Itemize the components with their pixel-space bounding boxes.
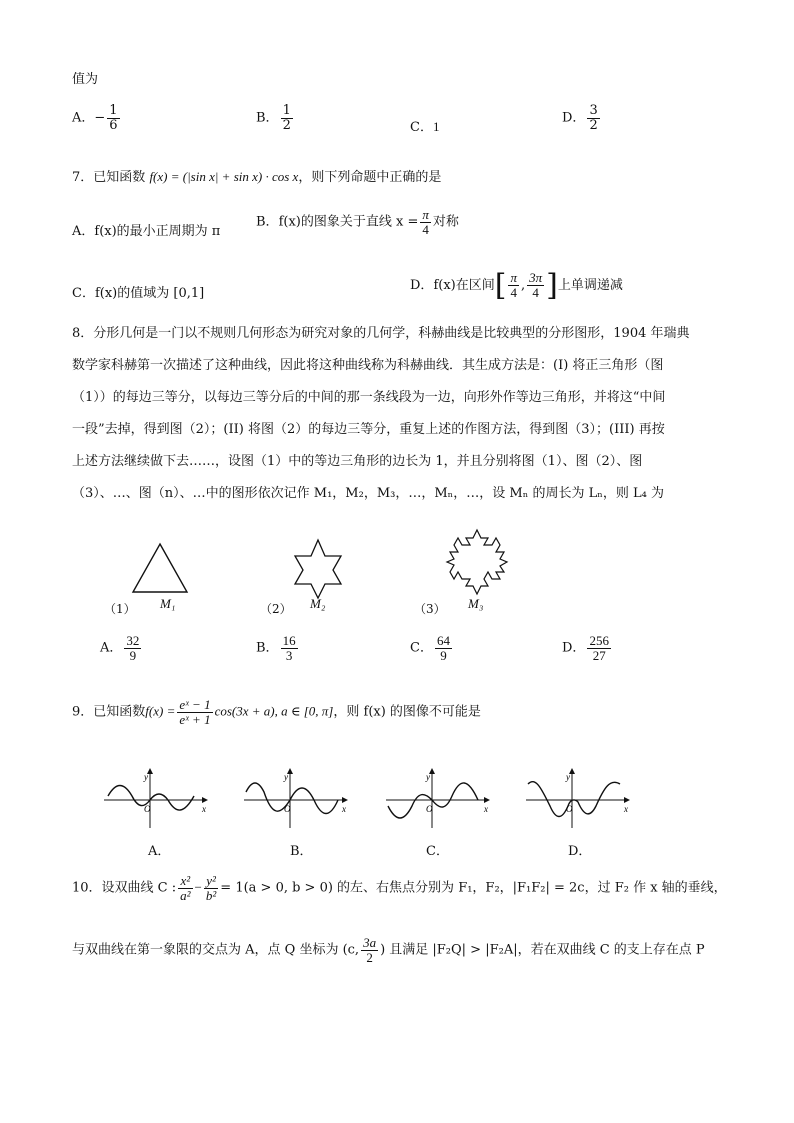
fraction-denominator: 9: [440, 647, 447, 663]
fraction-denominator: 3: [285, 647, 293, 663]
figure-label-3: （3）: [414, 602, 446, 616]
x-label: x: [202, 804, 206, 814]
option-text: f(x)的最小正周期为 π: [94, 224, 221, 239]
stem-prefix: 已知函数: [93, 170, 146, 185]
graph-label-d: D．: [568, 844, 592, 859]
equation-tail: = 1(a > 0, b > 0) 的左、右焦点分别为 F₁，F₂，|F₁F₂| = 2c，过 F₂ 作 x 轴的垂线，: [220, 880, 727, 896]
star-shape: [295, 540, 341, 598]
option-label: A．: [72, 110, 95, 126]
line-tail: ) 且满足 |F₂Q| > |F₂A|，若在双曲线 C 的支上存在点 P: [380, 942, 705, 958]
function-lhs: f(x) =: [145, 703, 176, 719]
option-value: 1: [432, 119, 440, 134]
origin-label: O: [284, 804, 291, 814]
line-prefix: 与双曲线在第一象限的交点为 A，点 Q 坐标为 (c,: [72, 942, 360, 958]
option-tail: 对称: [432, 214, 459, 230]
option-label: D．: [562, 640, 586, 656]
fraction-numerator: π: [422, 207, 429, 222]
curve: [108, 786, 194, 811]
q7-option-a: [72, 220, 220, 239]
figure-name-2: M₂: [310, 596, 326, 611]
q10-line-1: 10．设双曲线 C : $\frac{\text{x²}}{\text{a²}}$ − $\frac{\text{y²}}{\text{b²}}$ = 1(a > 0, b > 0) 的左、右焦点分别为 F₁，F₂，|F₁F₂| = 2c，过 F₂ 作 x 轴的垂线，: [72, 873, 727, 903]
figure-label-1: （1）: [104, 602, 136, 616]
fraction-denominator: 27: [592, 647, 606, 663]
q8-line: （3）、…、图（n）、…中的图形依次记作 M₁，M₂，M₃，…，Mₙ，…，设 Mₙ 的周长为 Lₙ，则 L₄ 为: [72, 486, 664, 501]
option-text: f(x)的值域为 [0,1]: [94, 286, 205, 301]
right-bracket: ]: [546, 268, 558, 303]
fraction-numerator: 16: [282, 633, 296, 648]
fraction-denominator: 2: [589, 117, 598, 133]
y-label: y: [566, 772, 570, 782]
figure-name-1: M₁: [160, 596, 176, 611]
fraction-denominator: 9: [129, 647, 137, 663]
function-rhs: cos(3x + a), a ∈ [0, π]: [214, 703, 334, 719]
curve: [528, 782, 620, 817]
question-number: 9．: [72, 704, 94, 720]
fraction-denominator: 4: [422, 221, 429, 237]
fraction-denominator: 2: [366, 949, 373, 965]
x-axis-arrow: [624, 797, 630, 803]
stem-prefix: 已知函数: [93, 704, 146, 720]
option-label: C．: [72, 286, 95, 301]
graph-label-b: B．: [290, 844, 313, 859]
graph-option-d: [526, 766, 638, 830]
q8-stem: [72, 318, 727, 510]
koch-figure-1: [130, 540, 190, 596]
fraction-numerator: 64: [436, 633, 450, 648]
x-axis-arrow: [484, 797, 490, 803]
fraction-denominator: a²: [180, 887, 191, 903]
x-label: x: [484, 804, 488, 814]
q10-line-2: [72, 936, 705, 964]
q7-option-d: D．f(x)在区间[ $\frac{\pi}{4}$ , $\frac{3\pi}{4}$ ]上单调递减: [410, 268, 623, 303]
x-label: x: [342, 804, 346, 814]
fraction-numerator: 1: [282, 103, 291, 118]
x-label: x: [624, 804, 628, 814]
curve: [246, 783, 338, 814]
option-label: B．: [256, 110, 279, 126]
option-text: f(x)的图象关于直线 x =: [278, 214, 419, 230]
q6-option-c: [410, 116, 439, 135]
sign: −: [94, 110, 106, 126]
x-axis-arrow: [202, 797, 208, 803]
q8-line: 8．分形几何是一门以不规则几何形态为研究对象的几何学，科赫曲线是比较典型的分形图形，1904 年瑞典: [72, 326, 690, 341]
x-axis-arrow: [342, 797, 348, 803]
fraction-numerator: 1: [109, 103, 118, 118]
fraction-denominator: 4: [532, 285, 539, 300]
option-label: C．: [410, 640, 433, 656]
q8-line: （1））的每边三等分，以每边三等分后的中间的那一条线段为一边，向形外作等边三角形，并将这“中间: [72, 390, 666, 405]
y-label: y: [426, 772, 430, 782]
figure-name-3: M₃: [468, 596, 484, 611]
option-tail: 上单调递减: [557, 278, 623, 293]
q7-option-c: [72, 282, 204, 301]
stem-suffix: ，则 f(x) 的图像不可能是: [333, 704, 481, 720]
q8-option-a: [100, 634, 143, 662]
option-label: A．: [100, 640, 123, 656]
q8-line: 上述方法继续做下去……，设图（1）中的等边三角形的边长为 1，并且分别将图（1）、图（2）、图: [72, 454, 643, 469]
figure-label-2: （2）: [260, 602, 292, 616]
function-expression: f(x) = (|sin x| + sin x) · cos x: [149, 169, 299, 184]
q6-option-d: [562, 104, 602, 132]
q8-option-c: [410, 634, 454, 662]
triangle-shape: [133, 544, 187, 592]
stem-suffix: ，则下列命题中正确的是: [298, 170, 442, 185]
q8-line: 一段”去掉，得到图（2）；(II) 将图（2）的每边三等分，重复上述的作图方法，得到图（3）；(III) 再按: [72, 422, 665, 437]
graph-option-b: [244, 766, 356, 830]
fraction-denominator: b²: [205, 887, 217, 903]
origin-label: O: [426, 804, 433, 814]
stem-prefix: 10．设双曲线 C :: [72, 880, 177, 896]
fraction-denominator: 6: [109, 117, 118, 133]
q8-line: 数学家科赫第一次描述了这种曲线，因此将这种曲线称为科赫曲线．其生成方法是：(I) 将正三角形（图: [72, 358, 664, 373]
graph-label-c: C．: [426, 844, 449, 859]
option-text: f(x)在区间: [433, 278, 495, 293]
left-bracket: [: [494, 268, 507, 303]
option-label: C．: [410, 120, 433, 135]
previous-question-tail: 值为: [72, 72, 99, 87]
fraction-numerator: y²: [204, 874, 218, 889]
koch-figure-3: [440, 528, 514, 596]
y-label: y: [284, 772, 288, 782]
option-label: D．: [562, 110, 586, 126]
fraction-numerator: 3: [589, 103, 598, 118]
fraction-denominator: 4: [510, 285, 517, 300]
q7-option-b: [256, 208, 459, 236]
fraction-numerator: π: [510, 270, 517, 286]
fraction-numerator: 3a: [363, 935, 377, 950]
option-label: A．: [72, 224, 95, 239]
option-label: B．: [256, 640, 279, 656]
fraction-numerator: x²: [178, 874, 192, 889]
fraction-numerator: 256: [589, 633, 609, 648]
option-label: B．: [256, 214, 279, 230]
koch-figure-2: [288, 538, 348, 600]
origin-label: O: [144, 804, 151, 814]
q7-stem: [72, 166, 441, 185]
fraction-numerator: 32: [126, 633, 140, 648]
fraction-denominator: 2: [282, 117, 291, 133]
q9-stem: [72, 698, 481, 726]
graph-label-a: A．: [148, 844, 171, 859]
q6-option-a: [72, 104, 122, 132]
option-label: D．: [410, 278, 434, 293]
graph-option-c: [386, 766, 498, 830]
fraction-denominator: eˣ + 1: [179, 711, 211, 727]
y-label: y: [144, 772, 148, 782]
fraction-numerator: eˣ − 1: [179, 697, 211, 712]
question-number: 7．: [72, 170, 94, 185]
q8-option-d: [562, 634, 613, 662]
q8-option-b: [256, 634, 300, 662]
q6-option-b: [256, 104, 295, 132]
graph-option-a: [104, 766, 216, 830]
fraction-numerator: 3π: [529, 270, 543, 286]
origin-label: O: [566, 804, 573, 814]
snowflake-shape: [447, 530, 507, 594]
